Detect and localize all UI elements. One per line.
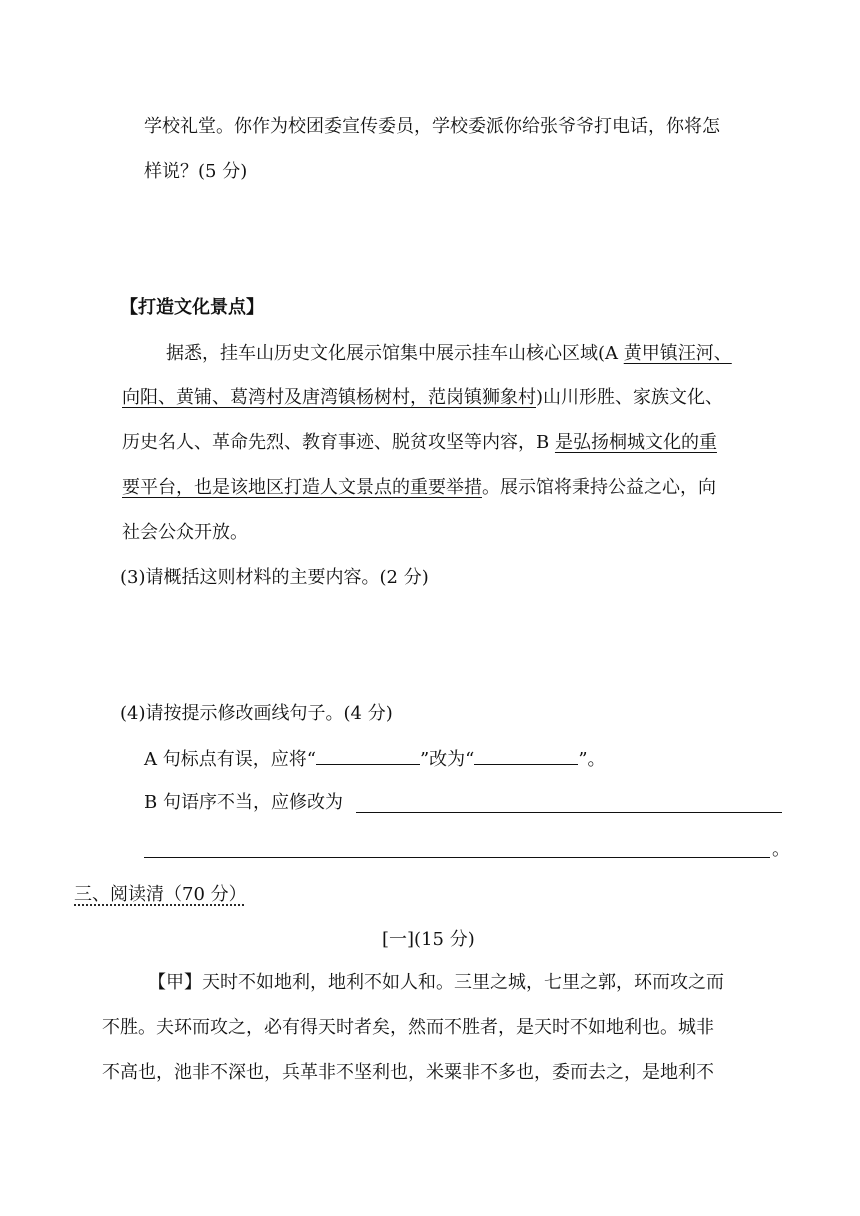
part-a-middle: ”改为“ — [419, 749, 475, 770]
material-text: 历史名人、革命先烈、教育事迹、脱贫攻坚等内容，B — [122, 432, 555, 453]
question-text-line-2: 样说？(5 分) — [144, 161, 248, 182]
underlined-sentence-b: 要平台，也是该地区打造人文景点的重要举措 — [122, 477, 482, 498]
part-a-prefix: A 句标点有误，应将“ — [144, 749, 316, 770]
answer-line-b-1[interactable] — [356, 812, 782, 813]
answer-blank-original[interactable] — [316, 746, 420, 765]
question-3: (3)请概括这则材料的主要内容。(2 分) — [120, 567, 429, 588]
section-heading-culture: 【打造文化景点】 — [120, 297, 264, 318]
question-4-part-b — [144, 791, 343, 815]
question-4-stem: (4)请按提示修改画线句子。(4 分) — [120, 703, 393, 724]
reading-text-line-1: 【甲】天时不如地利，地利不如人和。三里之城，七里之郭，环而攻之而 — [148, 972, 724, 993]
answer-blank-corrected[interactable] — [474, 746, 578, 765]
material-paragraph-line-2 — [122, 386, 723, 410]
section-3-heading: 三、阅读清（70 分） — [74, 884, 247, 905]
reading-subsection-title: [一](15 分) — [382, 929, 475, 950]
part-a-suffix: ”。 — [578, 749, 606, 770]
material-paragraph-line-5: 社会公众开放。 — [122, 522, 248, 543]
question-4-part-a — [144, 746, 606, 772]
underlined-sentence-a: 向阳、黄铺、葛湾村及唐湾镇杨树村，范岗镇狮象村 — [122, 387, 536, 408]
material-text: 据悉，挂车山历史文化展示馆集中展示挂车山核心区域(A — [166, 343, 624, 364]
reading-text-line-2: 不胜。夫环而攻之，必有得天时者矣，然而不胜者，是天时不如地利也。城非 — [102, 1017, 714, 1038]
answer-line-b-2[interactable] — [144, 857, 770, 858]
question-text-line-1: 学校礼堂。你作为校团委宣传委员，学校委派你给张爷爷打电话，你将怎 — [144, 116, 720, 137]
material-paragraph-line-3 — [122, 431, 717, 455]
part-b-prefix: B 句语序不当，应修改为 — [144, 792, 343, 813]
underlined-sentence-b: 是弘扬桐城文化的重 — [554, 432, 717, 453]
end-period: 。 — [772, 839, 790, 860]
reading-text-line-3: 不高也，池非不深也，兵革非不坚利也，米粟非不多也，委而去之，是地利不 — [102, 1062, 714, 1083]
underlined-sentence-a: 黄甲镇汪河、 — [623, 343, 732, 364]
material-text: 。展示馆将秉持公益之心，向 — [482, 477, 716, 498]
material-text: )山川形胜、家族文化、 — [536, 387, 724, 408]
material-paragraph-line-1 — [166, 342, 782, 366]
material-paragraph-line-4 — [122, 476, 716, 500]
